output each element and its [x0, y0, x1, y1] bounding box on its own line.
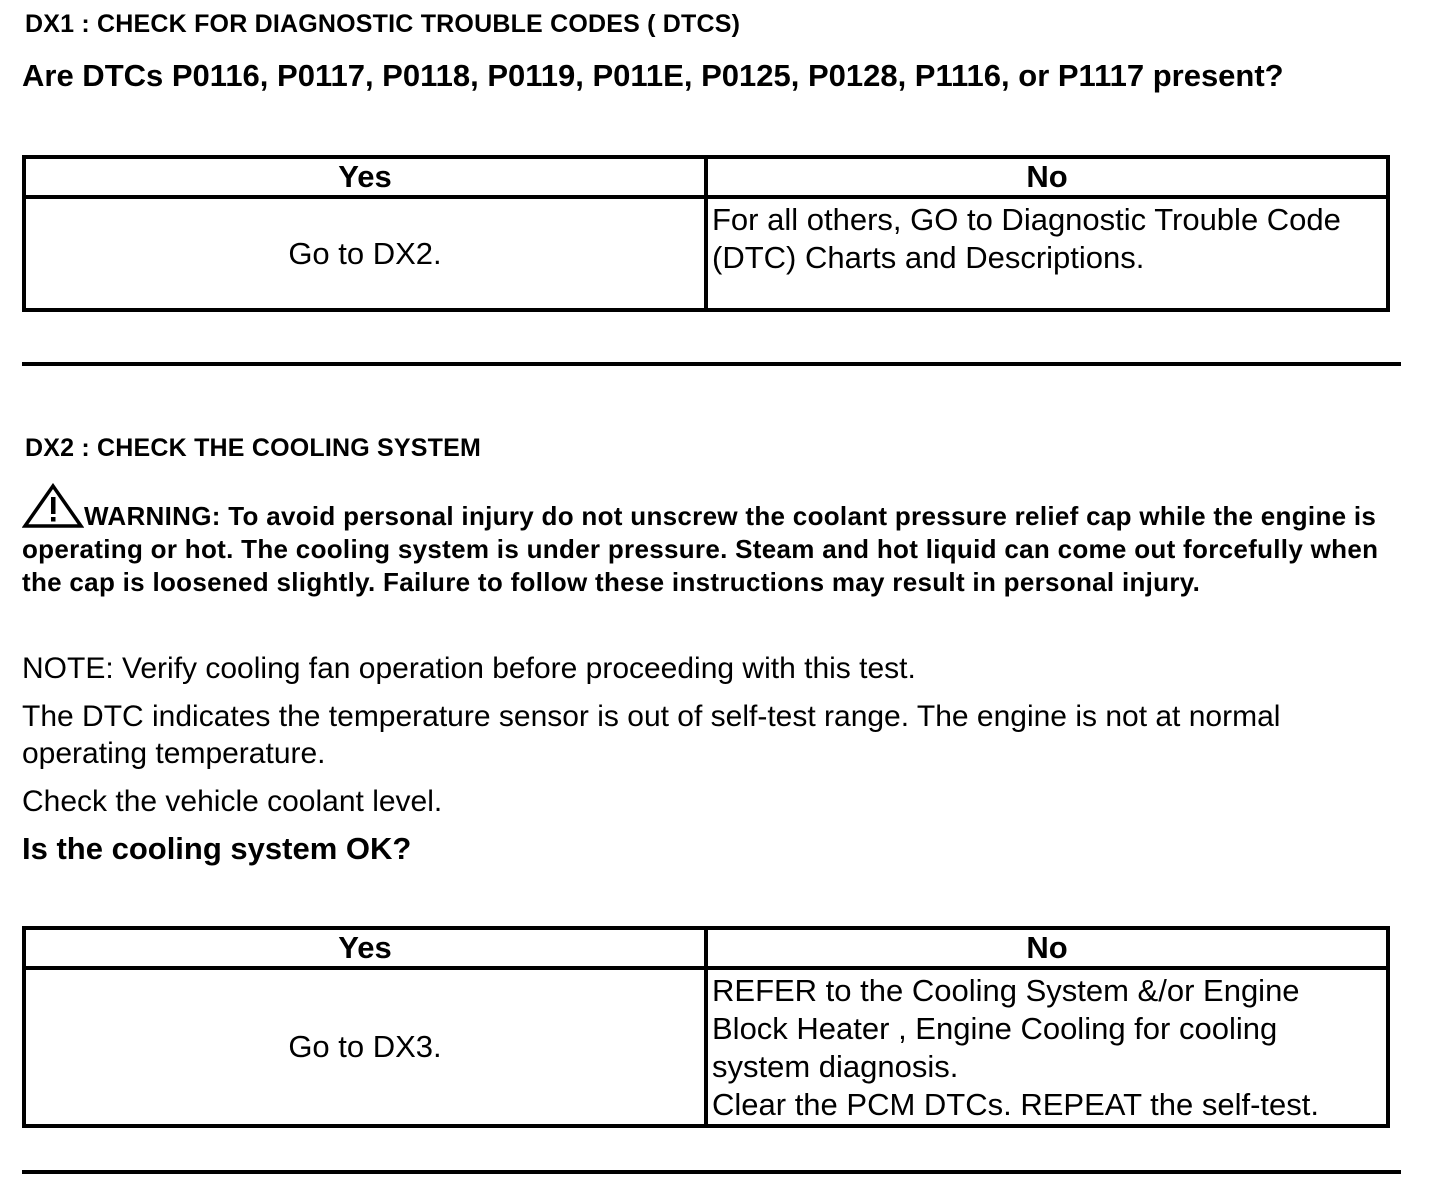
dx2-no-line2: Clear the PCM DTCs. REPEAT the self-test. [712, 1087, 1319, 1122]
dx2-title: DX2 : CHECK THE COOLING SYSTEM [25, 434, 482, 462]
dx2-response-table [22, 926, 1390, 1128]
dx1-title: DX1 : CHECK FOR DIAGNOSTIC TROUBLE CODES ( DTCS) [25, 10, 741, 38]
warning-text: : To avoid personal injury do not unscrew the coolant pressure relief cap while the engine is operating or hot. The cooling system is under pressure. Steam and hot liquid can come out forcefully when the cap is loosened slightly. Failure to follow these instructions may result in personal injury. [22, 501, 1379, 597]
dx2-no-cell [706, 968, 1388, 1126]
warning-block [22, 483, 1422, 599]
section-divider [22, 362, 1401, 366]
section-divider-bottom [22, 1170, 1401, 1174]
dx2-no-line1: REFER to the Cooling System &/or Engine Block Heater , Engine Cooling for cooling system diagnosis. [712, 973, 1300, 1084]
dx1-question: Are DTCs P0116, P0117, P0118, P0119, P011E, P0125, P0128, P1116, or P1117 present? [22, 58, 1284, 93]
dx2-no-header: No [706, 928, 1388, 968]
dx2-yes-cell: Go to DX3. [24, 968, 706, 1126]
dx1-yes-header: Yes [24, 157, 706, 197]
note-text: NOTE: Verify cooling fan operation before proceeding with this test. [22, 652, 916, 685]
instruction-text: Check the vehicle coolant level. [22, 785, 443, 818]
dx2-yes-header: Yes [24, 928, 706, 968]
dx1-yes-cell: Go to DX2. [24, 197, 706, 310]
warning-label: WARNING [84, 501, 212, 531]
dx1-no-cell: For all others, GO to Diagnostic Trouble Code (DTC) Charts and Descriptions. [706, 197, 1388, 310]
dx2-question: Is the cooling system OK? [22, 831, 412, 866]
dx1-response-table [22, 155, 1390, 312]
warning-triangle-icon [22, 483, 84, 529]
description-text: The DTC indicates the temperature sensor is out of self-test range. The engine is not at normal operating temperature. [22, 700, 1281, 770]
dx1-no-header: No [706, 157, 1388, 197]
